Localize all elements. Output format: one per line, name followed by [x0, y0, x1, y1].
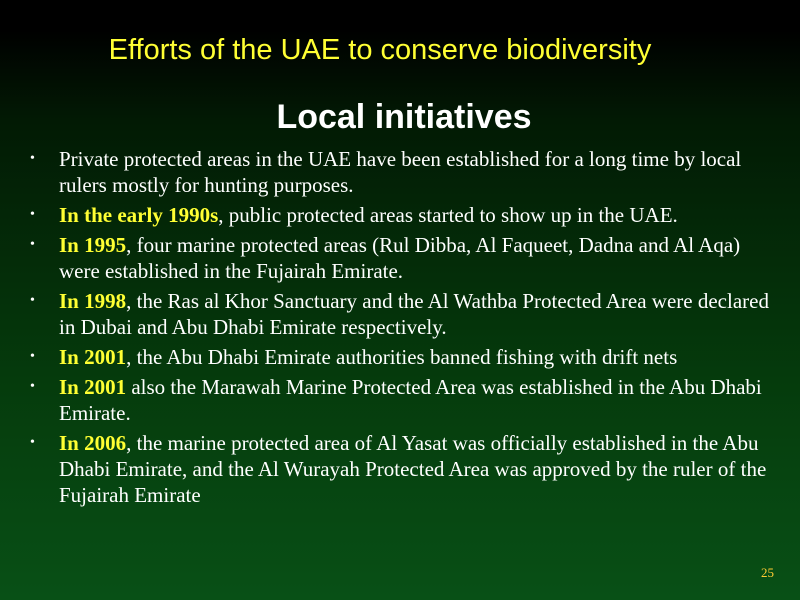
bullet-item	[0, 288, 790, 340]
page-number: 25	[761, 565, 774, 580]
bullet-item	[0, 232, 790, 284]
bullet-text: , the Ras al Khor Sanctuary and the Al Wathba Protected Area were declared in Dubai and Abu Dhabi Emirate respectively.	[59, 289, 769, 339]
bullet-item	[0, 374, 790, 426]
bullet-lead: In 2001	[59, 375, 127, 399]
bullet-list	[0, 146, 790, 512]
bullet-icon: •	[30, 207, 35, 222]
bullet-icon: •	[30, 379, 35, 394]
bullet-lead: In 2006	[59, 431, 127, 455]
slide-subtitle: Local initiatives	[276, 98, 532, 136]
bullet-item	[0, 202, 790, 228]
bullet-item	[0, 430, 790, 508]
bullet-text: , four marine protected areas (Rul Dibba, Al Faqueet, Dadna and Al Aqa) were established in the Fujairah Emirate.	[59, 233, 741, 283]
bullet-item	[0, 146, 790, 198]
bullet-icon: •	[30, 435, 35, 450]
bullet-item	[0, 344, 790, 370]
bullet-lead: In 1995	[59, 233, 127, 257]
bullet-lead: In 1998	[59, 289, 127, 313]
bullet-lead: In 2001	[59, 345, 127, 369]
bullet-text: , public protected areas started to show up in the UAE.	[218, 203, 678, 227]
bullet-icon: •	[30, 151, 35, 166]
bullet-text: , the Abu Dhabi Emirate authorities banned fishing with drift nets	[126, 345, 678, 369]
bullet-lead: In the early 1990s	[59, 203, 219, 227]
slide-title: Efforts of the UAE to conserve biodiversity	[108, 34, 652, 66]
bullet-icon: •	[30, 293, 35, 308]
bullet-text: Private protected areas in the UAE have been established for a long time by local rulers mostly for hunting purposes.	[59, 147, 742, 197]
bullet-icon: •	[30, 349, 35, 364]
bullet-text: also the Marawah Marine Protected Area was established in the Abu Dhabi Emirate.	[59, 375, 762, 425]
bullet-icon: •	[30, 237, 35, 252]
bullet-text: , the marine protected area of Al Yasat was officially established in the Abu Dhabi Emirate, and the Al Wurayah Protected Area was approved by the ruler of the Fujairah Emirate	[59, 431, 767, 507]
